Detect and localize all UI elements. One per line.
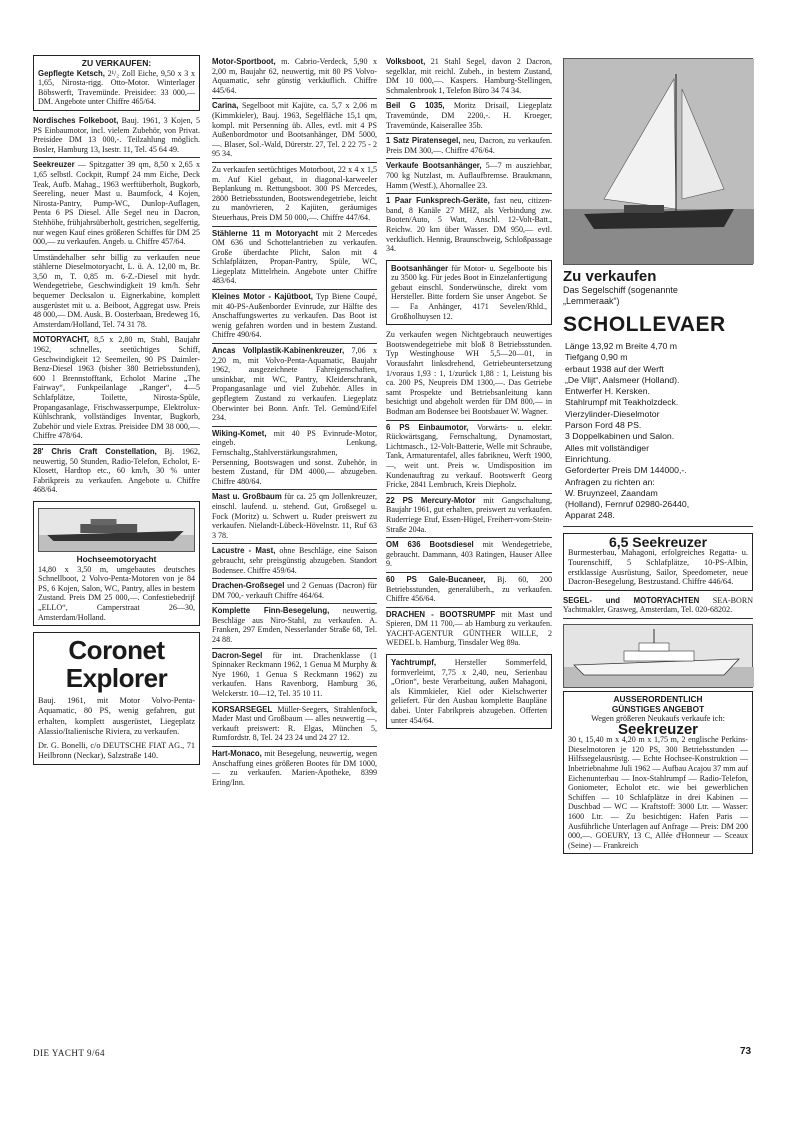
ad-motor-sportboot	[212, 55, 377, 99]
ad-title: Hochseemotoryacht	[76, 553, 157, 564]
ad-lead: Kleines Motor - Kajütboot,	[212, 292, 313, 302]
ad-text: neuwertig, Beschläge aus Niro-Stahl, zu verkaufen. A. Franken, 297 Emden, Nesserlander Straße 68, Tel. 24 88.	[212, 606, 377, 645]
ad-om636	[386, 538, 552, 573]
magazine-footer: DIE YACHT 9/64	[33, 1048, 105, 1058]
ad-zu-verkaufen-ketsch	[33, 55, 200, 111]
ad-text: Bj. 1962, neuwertig, 50 Stunden, Radio-Telefon, Echolot, E-Klosett, Hardtop etc., 60 km/h, 30 % unter Fabrikpreis zu verkaufen. Angebote u. Chiffre 468/64.	[33, 446, 200, 495]
ad-motor-kajuetboot	[212, 290, 377, 344]
detail-line: Länge 13,92 m Breite 4,70 m	[565, 341, 678, 351]
ad-lead: Verkaufe Bootsanhänger,	[386, 161, 482, 171]
ad-text: — Spitzgatter 39 qm, 8,50 x 2,65 x 1,65 selbstl. Cockpit, Rumpf 24 mm Eiche, Deck Teak, Aufb. Mahag., 1963 werftüberholt, Bugkorb, Seereling, neuer Mast u. Baumfock, 4 Kojen, Nirosta-Pantry, Pump-WC, Dunlop-Auflagen, Penta 6 PS Diesel. Alle Segel neu in Dacron, Stehhöhe, frühjahrsüberholt, gestrichen, segelfertig, nur wegen Kauf eines größeren Schiffes für DM 25 000,— zu verkaufen. Angeb. u. Chiffre 457/64.	[33, 160, 200, 247]
column-4	[563, 55, 753, 857]
ad-lead: 1 Satz Piratensegel,	[386, 136, 461, 146]
ad-heading: Seekreuzer	[617, 720, 699, 738]
ad-piratensegel	[386, 134, 552, 159]
ad-text: mit Gangschaltung, Baujahr 1961, gut erhalten, preiswert zu verkaufen. Ruderriege Etuf, Essen-Hügel, Freiherr-vom-Stein-Straße 204a.	[386, 495, 552, 534]
ad-schollevaer	[563, 58, 753, 527]
ad-ancas	[212, 344, 377, 427]
ad-text: 21 Stahl Segel, davon 2 Dacron, segelklar, mit reichl. Zubeh., in bestem Zustand, DM 10 000,—. Kaspers. Hamburg-Stellingen, Schmalenbrook 1, Telefon Büro 34 74 34.	[386, 57, 552, 95]
ad-text: Bauj. 1961, mit Motor Volvo-Penta-Aquamatic, 80 PS, wenig gefahren, gut erhalten, komplett ausgerüstet, Liegeplatz Alassio/Italienische Riviera, zu verkaufen.	[38, 696, 195, 736]
ad-text: Vorwärts- u. elektr. Rückwärtsgang, Fernschaltung, Dynamostart, Lichtmasch., 12-Volt-Batterie, Welle mit Schraube, Tank, Armaturentafel, alles fabrikneu, Werft 1900,—, weit unt. Preis w. Umdisposition im Kundenauftrag zu verkauf. Bootswerft Georg Fricke, 2841 Lembruch, Kreis Diepholz.	[386, 422, 552, 490]
ad-einbaumotor	[386, 421, 552, 494]
detail-line: erbaut 1938 auf der Werft	[565, 363, 664, 374]
ad-coronet-explorer	[33, 632, 200, 765]
ad-text: Hersteller Sommerfeld, formverleimt, 7,75 x 2,40, neu, Serienbau „Orion“, beste Verarbeitung, außen Mahagoni, als Kimmkieler, Kiel oder Kielschwerter geliefert. Für den Ausbau komplette Baupläne dabei. Unter Fabrikpreis abzugeben. Offerten unter 454/64.	[391, 658, 547, 725]
ad-lead: Seekreuzer	[33, 160, 75, 170]
detail-line: Tiefgang 0,90 m	[565, 352, 628, 363]
ad-lead: Wiking-Komet,	[212, 428, 267, 438]
ad-segel-motoryachten	[563, 594, 753, 619]
motor-cruiser-illustration	[564, 625, 754, 687]
ad-lead: Mast u. Großbaum	[212, 492, 282, 502]
ad-bootsanhaenger-hersteller	[386, 260, 552, 326]
ad-text: fast neu, citizen-band, 8 Kanäle 27 MHZ, als Verbindung zw. Booten/Auto, 5 Watt, Anschl. 12-Volt-Batt., Reichw. 20 km über Wasser. DM 950,— evtl. verkäuflich. Hennig, Braunschweig, Schloßpassage 34.	[386, 196, 552, 254]
ad-text: ohne Beschläge, eine Saison gebraucht, sehr preisgünstig abzugeben. Standort Bodensee. Chiffre 459/64.	[212, 546, 377, 575]
ad-hart-monaco	[212, 747, 377, 790]
column-1	[33, 55, 200, 768]
ad-lead: Nordisches Folkeboot,	[33, 115, 119, 125]
ad-ausserordentlich	[563, 691, 753, 855]
schollevaer-details	[563, 341, 753, 522]
ad-drachen-bootsrumpf	[386, 608, 552, 651]
detail-line: Vierzylinder-Dieselmotor	[565, 408, 660, 419]
ad-lead: Stählerne 11 m Motoryacht	[212, 228, 319, 238]
detail-line: Anfragen zu richten an:	[565, 476, 655, 487]
column-3	[386, 55, 552, 732]
ad-text: 5—7 m ausziehbar, 700 kg Nutzlast, m. Auflaufbremse. Braukmann, Hamm (Westf.), Ahornallee 23.	[386, 161, 552, 190]
ad-dacron-segel	[212, 649, 377, 703]
ad-korsarsegel	[212, 703, 377, 747]
ad-text: Segelboot mit Kajüte, ca. 5,7 x 2,06 m (Kimmkieler), Bauj. 1963, Segelfläche 15,1 qm, kompl. mit Persenning üb. Alles, evtl. mit 4 PS Außenbordmotor und Bootsanhänger, DM 5000,—. Blaser, Sol.-Wald, Dürerstr. 27, Tel. 2 22 75 - 2 95 34.	[212, 101, 377, 159]
ad-text: für ca. 25 qm Jollenkreuzer, einschl. laufend. u. stehend. Gut, Großsegel u. Fock (Moritz) u. Schwert u. Ruder preiswert zu verkaufen. Nielandt-Lübeck-Hövelnstr. 11, Ruf 63 3 78.	[212, 492, 377, 540]
ad-text: für int. Drachenklasse (1 Spinnaker Reckmann 1962, 1 Genua M Murphy & Nye 1960, 1 Genua S Reckmann 1962) zu verkaufen. Hans Ravenborg, Hamburg 36, Welckerstr. 10—12, Tel. 35 10 11.	[212, 650, 377, 699]
schollevaer-headline: Zu verkaufen	[563, 268, 657, 285]
ad-lead: Drachen-Großsegel	[212, 581, 285, 591]
sailboat-photo	[563, 58, 753, 265]
ad-lacustre-mast	[212, 544, 377, 579]
ad-lead: Dacron-Segel	[212, 650, 263, 660]
detail-line: (Holland), Fernruf 02980-26440,	[565, 499, 690, 510]
ad-funksprech	[386, 194, 552, 257]
ad-mast-grossbaum	[212, 490, 377, 544]
ad-title-line2: GÜNSTIGES ANGEBOT	[611, 703, 705, 714]
ad-text: Umständehalber sehr billig zu verkaufen neue stählerne Dieselmotoryacht, L. ü. A. 12,00 m, Br. 3,50 m, T. 0,85 m. 6-Z.-Diesel mit hydr. Wendegetriebe, Geschwindigkeit 19 km/h. Sehr bequemer Decksalon u. Eignerkabine, komplett ausgerüstet mit u. a. Beiboot, Aggregat usw. Preis 48 000,— DM. Ausk. B. Oosterbaan, Bredeweg 16, Amsterdam/Holland, Tel. 74 31 78.	[33, 252, 200, 329]
ad-lead: Motor-Sportboot,	[212, 57, 276, 66]
ad-lead: MOTORYACHT,	[33, 335, 90, 345]
detail-line: Parson Ford 48 PS.	[565, 420, 642, 431]
ad-6-5-seekreuzer	[563, 533, 753, 591]
ad-seetuechtiges-motorboot	[212, 163, 377, 227]
ad-lead: 6 PS Einbaumotor,	[386, 422, 469, 432]
ad-text: mit Wendegetriebe, gebraucht. Dammann, 403 Ratingen, Hauser Allee 9.	[386, 540, 552, 569]
detail-line: W. Bruynzeel, Zaandam	[565, 487, 658, 498]
schollevaer-sub1: Das Segelschiff (sogenannte	[563, 285, 678, 295]
ad-text: mit 40 PS Evinrude-Motor, eingeb. Lenkung, Fernschaltg.,Stahlverstärkungsrahmen, Persenning, Bootswagen und sonst. Zubehör, in bestem Zustand, für DM 4000,— abzugeben. Chiffre 480/64.	[212, 428, 377, 486]
ad-text: Burmesterbau, Mahagoni, erfolgreiches Regatta- u. Tourenschiff, 5 Schlafplätze, 10-PS-Albin, erstklassige Ausrüstung, Sailor, Speedometer, neue Dacron-Besegelung, Bestzustand. Chiffre 446/64.	[568, 548, 748, 587]
ad-text: SEA-BORN Yachtmakler, Grasweg, Amsterdam, Tel. 020-68202.	[563, 595, 753, 615]
ad-folkeboot	[33, 114, 200, 158]
ad-carina	[212, 99, 377, 163]
ad-text: mit Mast und Spieren, DM 11 700,— ab Hamburg zu verkaufen. YACHT-AGENTUR GÜNTHER WILLE, 2 WEDEL b. Hamburg, Tinsdaler Weg 89a.	[386, 609, 552, 648]
ad-drachen-grosssegel	[212, 579, 377, 604]
ad-text: Moritz Drisail, Liegeplatz Travemünde, DM 2200,-. H. Kroeger, Travemünde, Kaiserallee 35b.	[386, 101, 552, 130]
ad-lead: Komplette Finn-Besegelung,	[212, 606, 330, 616]
ad-subtitle: Wegen größeren Neukaufs verkaufe ich:	[591, 714, 725, 724]
ad-text: 14,80 x 3,50 m, umgebautes deutsches Schnellboot, 2 Volvo-Penta-Motoren von je 84 PS, 6 Kojen, Salon, WC, Pantry, alles in bestem Zustand. Preis DM 25 000,—. Confestiebedrijf „ELLO“, Camperstraat 26—30, Amsterdam/Holland.	[38, 564, 195, 622]
ad-staehlerne-motoryacht	[212, 227, 377, 291]
ad-finn-besegelung	[212, 604, 377, 648]
ad-lead: 60 PS Gale-Bucaneer,	[386, 574, 486, 584]
ad-title: 6,5 Seekreuzer	[608, 533, 708, 550]
ad-text: m. Cabrio-Verdeck, 5,90 x 2,00 m, Baujahr 62, neuwertig, mit 80 PS Volvo-Aquamatic, sehr günstig verkäuflich. Chiffre 445/64.	[212, 57, 377, 95]
ad-wiking-komet	[212, 427, 377, 491]
ad-text: neu, Dacron, zu verkaufen. Preis DM 300,—. Chiffre 476/64.	[386, 136, 552, 155]
ad-text: 7,06 x 2,20 m, mit Volvo-Penta-Aquamatic, Baujahr 1962, ausgezeichnete Fahreigenschaften, unsinkbar, mit WC, Pantry, Kleiderschrank, Propangasanlage und viel Zubehör. Alles in gepflegtem Zustand zu verkaufen. Liegeplatz Oberwinter bei Bonn. Anfr. Tel. Gemünd/Eifel 234.	[212, 346, 377, 423]
ad-chris-craft	[33, 445, 200, 498]
ad-text: mit 2 Mercedes OM 636 und Schottelantrieben zu verkaufen. Große überdachte Plicht, Salon mit 4 Schlafplätzen, Propan-Pantry, Spüle, WC, Liegeplatz Mittelrhein. Angebote unter Chiffre 483/64.	[212, 228, 377, 286]
ad-text: 30 t, 15,40 m x 4,20 m x 1,75 m, 2 englische Perkins-Dieselmotoren je 120 PS, 300 Betriebsstunden — Hilfssegelausrüstg. — Echte Hochsee-Konstruktion — Inbetriebnahme Juli 1962 — Aufbau Acajou 37 mm auf Eichenunterbau — Inox-Stahlrumpf — Radio-Telefon, Goniometer, Echolot etc. wie bei gewerblichen Schiffen — 10 Schlafplätze in drei Kabinen — Duschbad — WC — Kraftstoff: 3000 Ltr. — Wasser: 1600 Ltr. — Zu besichtigen: Hafen Paris — Ausführliche Unterlagen auf Anfrage — Preis: DM 200 000,—. GOEURY, 13 C, Allée d'Honneur — Sceaux (Seine) — Frankreich	[568, 735, 748, 850]
ad-text: und 2 Genuas (Dacron) für DM 700,- verkauft Chiffre 464/64.	[212, 581, 377, 600]
ad-volksboot	[386, 55, 552, 99]
ad-dieselmotoryacht	[33, 251, 200, 334]
ad-lead: Yachtrumpf,	[391, 658, 437, 668]
ad-text: für Motor- u. Segelboote bis zu 3500 kg. Für jedes Boot in Einzelanfertigung gebaut einschl. Sonderwünsche, direkt vom Hersteller. Bitte fordern Sie unser Angebot. Se — Fa Anhänger, 4171 Sevelen/Rhld., Großholhuysen 12.	[391, 263, 547, 321]
detail-line: Apparat 248.	[565, 510, 615, 521]
sailboat-illustration	[564, 59, 754, 264]
ad-text: Zu verkaufen wegen Nichtgebrauch neuwertiges Bootswendegetriebe mit bloß 8 Betriebsstunden. Typ Westinghouse WH 5,5—20—01, in Vorausfahrt linksdrehend, Getriebeuntersetzung 1/voraus 1,93 : 1, 1/zurück 1,88 : 1, Leistung bis ca. 200 PS, Neupreis DM 1300,—. Das Getriebe samt Prospekte und Betriebsanleitung kann besichtigt und abgeholt werden für DM 800,— in Bodman am Bodensee bei Bootsbauer W. Wagner.	[386, 330, 552, 416]
detail-line: Geforderter Preis DM 144000,-.	[565, 465, 687, 476]
schollevaer-sub2: „Lemmeraak“)	[563, 296, 620, 306]
ad-lead: DRACHEN - BOOTSRUMPF	[386, 609, 496, 619]
detail-line: Entwerfer H. Kersken.	[565, 386, 650, 397]
column-2	[212, 55, 377, 790]
ad-lead: Bootsanhänger	[391, 263, 449, 273]
ad-bootsanhaenger-verkaufe	[386, 159, 552, 194]
ad-text: Zu verkaufen seetüchtiges Motorboot, 22 x 4 x 1,5 m. Auf Kiel gebaut, in diagonal-karweeler Beplankung m. Rettungsboot. 300 PS Mercedes, 2800 Betriebsstunden, Bootswendegetriebe, leicht zu manövrieren, 2 Kajüten, geräumiges Steuerhaus, Preis DM 50 000,—. Chiffre 447/64.	[212, 164, 377, 222]
ad-title: SEGEL- und MOTORYACHTEN	[563, 595, 700, 605]
detail-line: Stahlrumpf mit Teakholzdeck.	[565, 397, 679, 408]
ad-lead: 1 Paar Funksprech-Geräte,	[386, 196, 490, 206]
detail-line: Einrichtung.	[565, 453, 611, 464]
ad-contact: Dr. G. Bonelli, c/o DEUTSCHE FIAT AG., 71 Heilbronn (Neckar), Salzstraße 140.	[38, 740, 195, 761]
ad-lead: 22 PS Mercury-Motor	[386, 495, 476, 505]
ad-lead: Lacustre - Mast,	[212, 546, 276, 556]
ad-text: mit Besegelung, neuwertig, wegen Anschaffung eines größeren Bootes für DM 1000,— zu verkaufen. Marien-Apotheke, 8399 Ering/Inn.	[212, 749, 377, 787]
ad-yachtrumpf	[386, 654, 552, 729]
ad-title: ZU VERKAUFEN:	[81, 58, 152, 68]
ad-text: Bj. 60, 200 Betriebsstunden, generalüberh., zu verkaufen. Chiffre 456/64.	[386, 574, 552, 604]
ad-lead: KORSARSEGEL	[212, 704, 273, 714]
motoryacht-photo	[38, 508, 195, 552]
ad-text: 8,5 x 2,80 m, Stahl, Baujahr 1962, schnelles, seetüchtiges Schiff, Geschwindigkeit 12 Seemeilen, 90 PS Daimler-Benz-Diesel 1963 (bisher 380 Betriebsstunden), 600 l Brennstofftank, Echolot Marine „The Fairway“, Funkpeilanlage „Ranger“, 4—5 Schlafplätze, Toilette, Nirosta-Spüle, Propangasanlage, Frischwasserpumpe, Elektrolux-Kühlschrank, vollständiges Inventar, Bugkorb, Zubehör und viele Extras. Preisidee DM 38 000,—. Chiffre 478/64.	[33, 335, 200, 441]
detail-line: 3 Doppelkabinen und Salon.	[565, 431, 675, 442]
ad-lead: 28' Chris Craft Constellation,	[33, 446, 157, 456]
boat-illustration	[39, 509, 194, 551]
ad-text: 2¹/₂ Zoll Eiche, 9,50 x 3 x 1,65, Nirosta-rigg. Otto-Motor. Winterlager Böbswerft, Travemünde. Preisidee: 33 000,— DM. Angebote unter Chiffre 465/64.	[38, 68, 195, 107]
ad-lead: Hart-Monaco,	[212, 749, 262, 758]
ad-lead: Volksboot,	[386, 57, 426, 66]
ad-title-line1: AUSSERORDENTLICH	[613, 693, 703, 704]
explorer-title: Explorer	[65, 663, 168, 694]
ad-text: Müller-Seegers, Strahlenfock, Mader Mast und Großbaum — alles neuwertig —, verkauft preiswert: R. Elgas, München 5, Rumfordstr. 8, Tel. 24 23 24 und 24 27 12.	[212, 704, 377, 743]
ad-lead: Ancas Vollplastik-Kabinenkreuzer,	[212, 346, 345, 356]
ad-beil	[386, 99, 552, 134]
ad-lead: Beil G 1035,	[386, 101, 445, 111]
ad-lead: Carina,	[212, 101, 239, 111]
ad-hochseemotoryacht	[33, 501, 200, 626]
ad-seekreuzer-spitzgatter	[33, 158, 200, 250]
ad-motoryacht	[33, 333, 200, 445]
ad-mercury	[386, 494, 552, 538]
page-number: 73	[740, 1046, 752, 1057]
ad-text: Bauj. 1961, 3 Kojen, 5 PS Einbaumotor, incl. vielem Zubehör, von Privat. Preisidee DM 13 000,-. Teilzahlung möglich. Bosler, Hamburg 13, Isestr. 11, Tel. 45 64 49.	[33, 115, 200, 154]
ad-gale-bucaneer	[386, 573, 552, 608]
detail-line: Alles mit vollständiger	[565, 442, 650, 453]
coronet-title: Coronet	[68, 635, 165, 666]
ad-wendegetriebe	[386, 328, 552, 420]
detail-line: „De Vlijt“, Aalsmeer (Holland).	[565, 374, 680, 385]
ad-text: Typ Biene Coupé, mit 40-PS-Außenborder Evinrude, zur Hälfte des Anschaffungswertes zu verkaufen. Das Boot ist wenig gefahren worden und in bestem Zustand. Chiffre 490/64.	[212, 292, 377, 340]
schollevaer-name: SCHOLLEVAER	[563, 313, 726, 336]
ad-lead: OM 636 Bootsdiesel	[386, 540, 474, 550]
seekreuzer-photo	[563, 624, 753, 688]
ad-lead: Gepflegte Ketsch,	[38, 68, 105, 78]
